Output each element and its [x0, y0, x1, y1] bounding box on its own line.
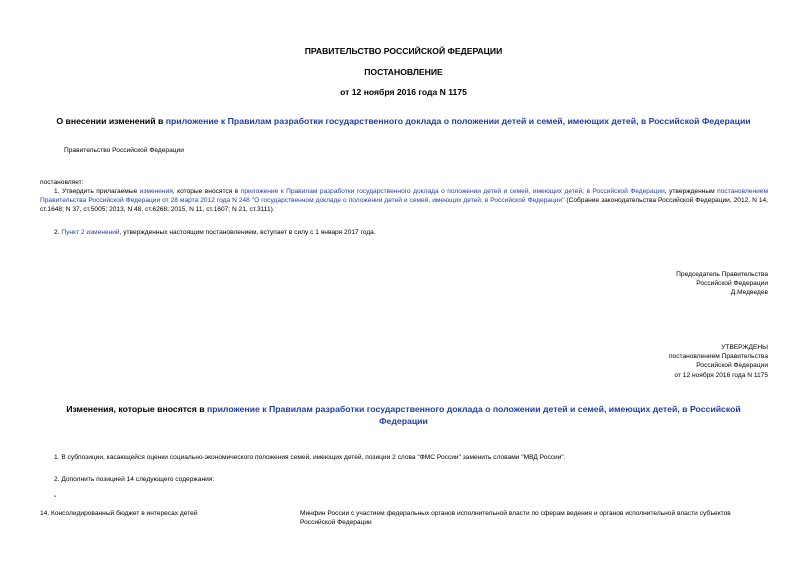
item-2-text-b: , утвержденных настоящим постановлением, вступает в силу с 1 января 2017 года. — [119, 229, 376, 236]
preamble-subject: Правительство Российской Федерации — [64, 147, 184, 154]
item-2-link[interactable]: Пункт 2 изменений — [61, 229, 120, 236]
item-1-link-resolution[interactable]: постановлением Правительства Российской Федерации от 28 марта 2012 года N 248 "О государственном докладе о положении детей и семей, имеющих детей, в Российской Федерации" — [40, 188, 768, 205]
quote-mark: " — [54, 495, 57, 502]
item-1-text-b: , которые вносятся в — [172, 188, 241, 195]
preamble-verb: постановляет: — [40, 179, 84, 186]
item-1-paragraph — [40, 187, 768, 215]
item-2-text-a: 2. — [54, 229, 62, 236]
item-1-link-appendix[interactable]: приложение к Правилам разработки государственного доклада о положении детей и семей, имеющих детей, в Российской Федерации — [240, 188, 665, 195]
changes-title — [55, 404, 752, 427]
item-2-paragraph — [54, 228, 376, 237]
approved-organization: Российской Федерации — [696, 362, 768, 370]
item-1-text-a: 1. Утвердить прилагаемые — [54, 188, 140, 195]
item-1-text-d: (Собрание законодательства Российской Федерации, 2012, N 14, ст.1648; N 37, ст.5005; 2013, N 48, ст.6268; 2015, N 11, ст.1607; N 21, ст.3111). — [40, 197, 768, 214]
signature-name: Д.Медведев — [730, 289, 768, 297]
changes-title-link[interactable]: приложение к Правилам разработки государственного доклада о положении детей и семей, имеющих детей, в Российской Федерации — [207, 404, 741, 426]
change-1: 1. В субпозиции, касающейся оценки социально-экономического положения семей, имеющих детей, позиции 2 слова "ФМС России" заменить словами "МВД России". — [54, 454, 566, 461]
signature-position: Председатель Правительства — [676, 271, 768, 278]
document-title-link[interactable]: приложение к Правилам разработки государственного доклада о положении детей и семей, имеющих детей, в Российской Федерации — [165, 116, 751, 126]
signature-organization: Российской Федерации — [696, 280, 768, 288]
table-row-responsible: Минфин России с участием федеральных органов исполнительной власти по сферам ведения и органов исполнительной власти субъектов Российской Федерации — [300, 510, 731, 527]
approved-by: постановлением Правительства — [668, 353, 768, 361]
signature-block — [560, 270, 768, 298]
approved-date: от 12 ноября 2016 года N 1175 — [674, 371, 768, 379]
approved-heading: УТВЕРЖДЕНЫ — [721, 344, 768, 351]
changes-title-prefix: Изменения, которые вносятся в — [66, 404, 208, 414]
item-1-text-c: , утвержденным — [664, 188, 718, 195]
item-1-link-changes[interactable]: изменения — [139, 188, 173, 195]
table-row-position: 14. Консолидированный бюджет в интересах детей — [40, 510, 198, 517]
government-heading: ПРАВИТЕЛЬСТВО РОССИЙСКОЙ ФЕДЕРАЦИИ — [304, 46, 503, 56]
document-date-heading: от 12 ноября 2016 года N 1175 — [340, 87, 467, 97]
document-type-heading: ПОСТАНОВЛЕНИЕ — [364, 67, 443, 77]
document-title — [0, 116, 807, 126]
document-title-prefix: О внесении изменений в — [56, 116, 166, 126]
approved-block — [560, 343, 768, 380]
change-2: 2. Дополнить позицией 14 следующего содержания: — [54, 476, 215, 483]
